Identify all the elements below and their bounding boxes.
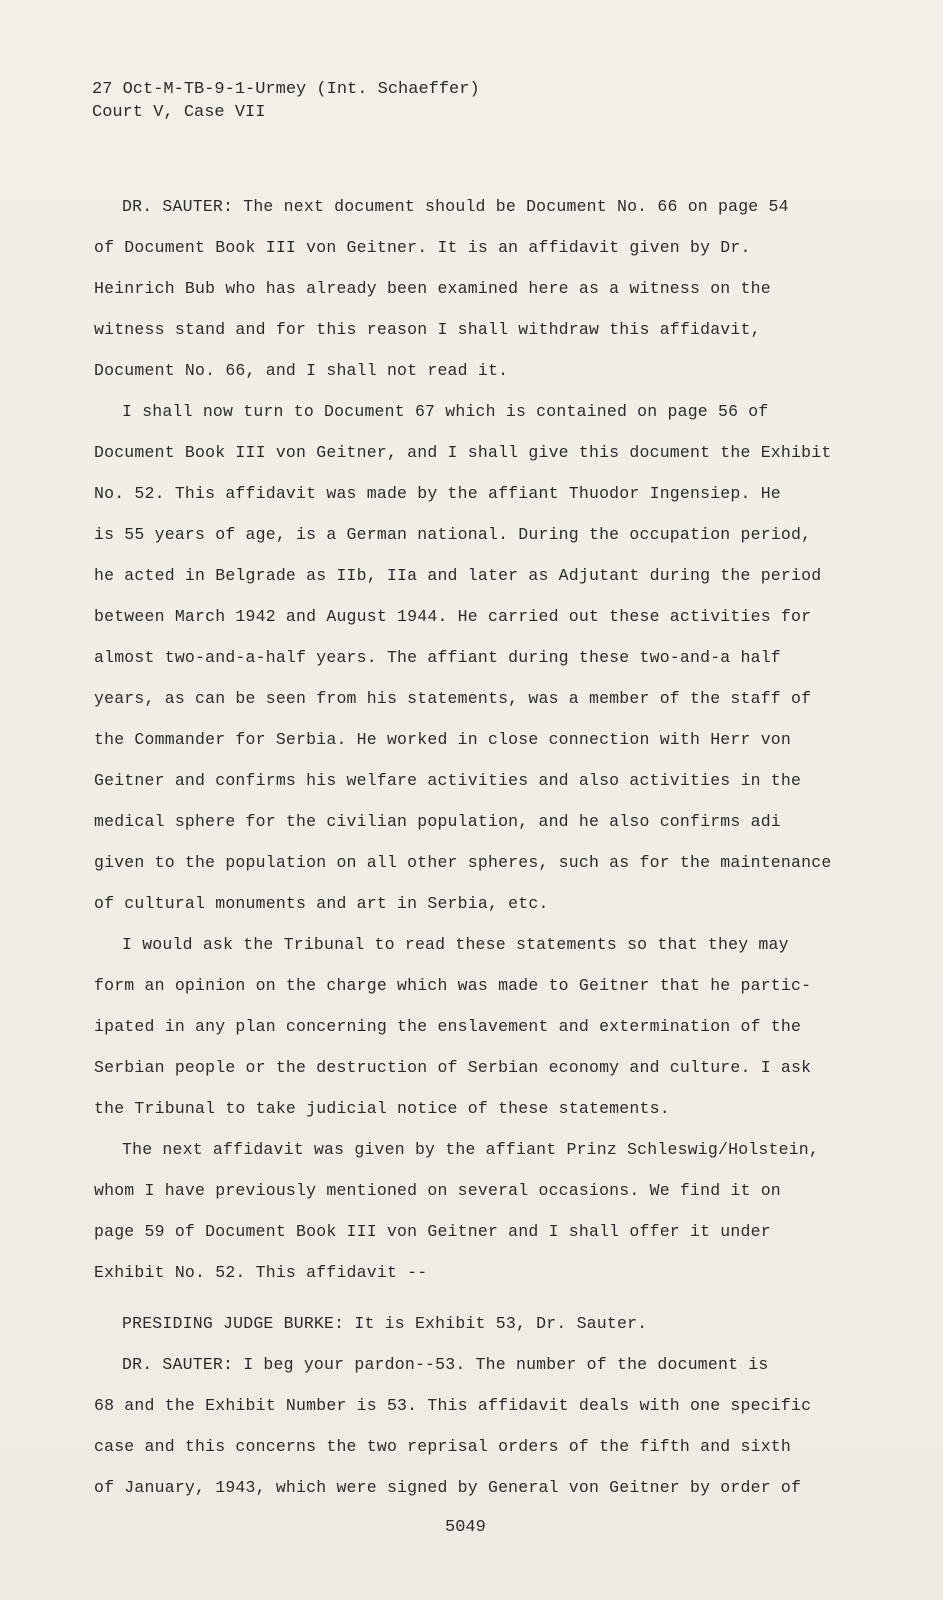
text-line: is 55 years of age, is a German national. During the occupation period, xyxy=(94,525,812,544)
header-court-case: Court V, Case VII xyxy=(92,103,266,122)
text-line: of January, 1943, which were signed by General von Geitner by order of xyxy=(94,1478,802,1497)
text-line: No. 52. This affidavit was made by the affiant Thuodor Ingensiep. He xyxy=(94,484,781,503)
text-line: Exhibit No. 52. This affidavit -- xyxy=(94,1263,428,1282)
text-line: Document Book III von Geitner, and I shall give this document the Exhibit xyxy=(94,443,832,462)
text-line: Heinrich Bub who has already been examined here as a witness on the xyxy=(94,279,771,298)
text-line: DR. SAUTER: The next document should be Document No. 66 on page 54 xyxy=(122,197,789,216)
header-reference: 27 Oct-M-TB-9-1-Urmey (Int. Schaeffer) xyxy=(92,80,480,99)
text-line: the Commander for Serbia. He worked in close connection with Herr von xyxy=(94,730,792,749)
text-line: 68 and the Exhibit Number is 53. This affidavit deals with one specific xyxy=(94,1396,812,1415)
document-header xyxy=(92,78,480,124)
text-line: Serbian people or the destruction of Serbian economy and culture. I ask xyxy=(94,1058,812,1077)
text-line: the Tribunal to take judicial notice of these statements. xyxy=(94,1099,670,1118)
text-line: Geitner and confirms his welfare activities and also activities in the xyxy=(94,771,802,790)
text-line: I would ask the Tribunal to read these statements so that they may xyxy=(122,935,789,954)
text-line: given to the population on all other spheres, such as for the maintenance xyxy=(94,853,832,872)
text-line: DR. SAUTER: I beg your pardon--53. The number of the document is xyxy=(122,1355,769,1374)
text-line: ipated in any plan concerning the enslavement and extermination of the xyxy=(94,1017,802,1036)
text-line: PRESIDING JUDGE BURKE: It is Exhibit 53, Dr. Sauter. xyxy=(122,1314,648,1333)
text-line: witness stand and for this reason I shall withdraw this affidavit, xyxy=(94,320,761,339)
text-line: case and this concerns the two reprisal orders of the fifth and sixth xyxy=(94,1437,792,1456)
text-line: The next affidavit was given by the affiant Prinz Schleswig/Holstein, xyxy=(122,1140,820,1159)
text-line: he acted in Belgrade as IIb, IIa and later as Adjutant during the period xyxy=(94,566,822,585)
text-line: medical sphere for the civilian population, and he also confirms adi xyxy=(94,812,781,831)
text-line: of cultural monuments and art in Serbia, etc. xyxy=(94,894,549,913)
text-line: Document No. 66, and I shall not read it. xyxy=(94,361,509,380)
text-line: between March 1942 and August 1944. He carried out these activities for xyxy=(94,607,812,626)
text-line: of Document Book III von Geitner. It is an affidavit given by Dr. xyxy=(94,238,751,257)
text-line: page 59 of Document Book III von Geitner and I shall offer it under xyxy=(94,1222,771,1241)
text-line: almost two-and-a-half years. The affiant during these two-and-a half xyxy=(94,648,781,667)
text-line: form an opinion on the charge which was made to Geitner that he partic- xyxy=(94,976,812,995)
page-number: 5049 xyxy=(445,1518,486,1537)
text-line: years, as can be seen from his statements, was a member of the staff of xyxy=(94,689,812,708)
text-line: whom I have previously mentioned on several occasions. We find it on xyxy=(94,1181,781,1200)
text-line: I shall now turn to Document 67 which is contained on page 56 of xyxy=(122,402,769,421)
